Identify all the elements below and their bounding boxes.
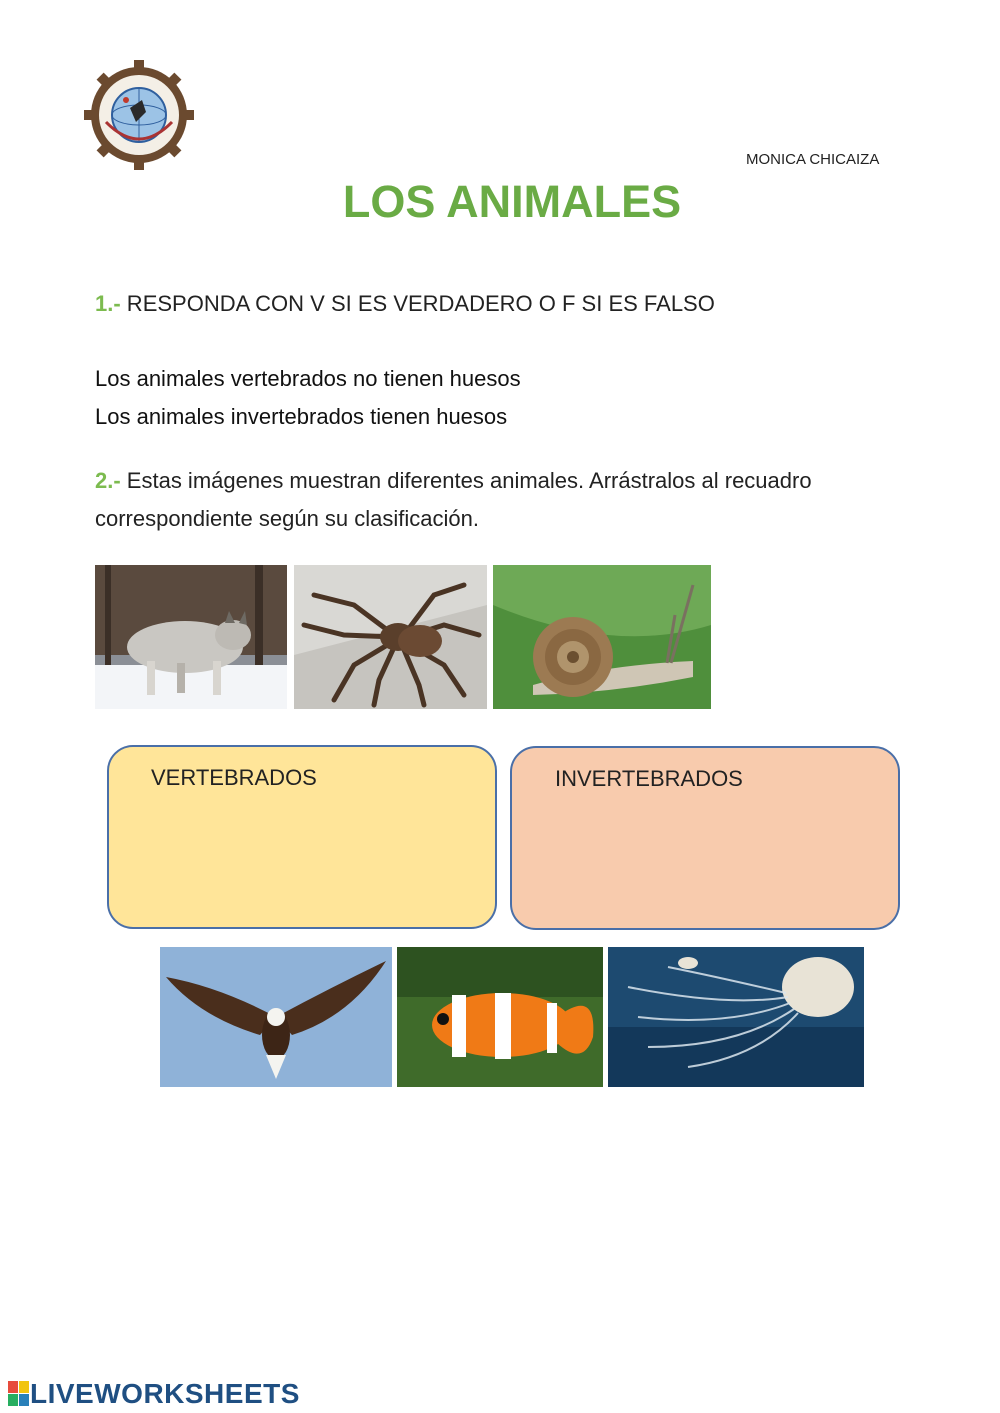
question-1 xyxy=(95,285,715,323)
vertebrados-label: VERTEBRADOS xyxy=(151,765,317,790)
wolf-image[interactable] xyxy=(95,565,287,709)
clownfish-image[interactable] xyxy=(397,947,603,1087)
question-1-text: RESPONDA CON V SI ES VERDADERO O F SI ES FALSO xyxy=(120,291,715,316)
snail-image[interactable] xyxy=(493,565,711,709)
footer-brand xyxy=(8,1378,300,1410)
question-1-number: 1.- xyxy=(95,291,121,316)
invertebrados-dropzone[interactable] xyxy=(510,746,900,930)
eagle-image[interactable] xyxy=(160,947,392,1087)
author-name: MONICA CHICAIZA xyxy=(746,151,880,168)
invertebrados-label: INVERTEBRADOS xyxy=(555,766,743,791)
footer-brand-text: LIVEWORKSHEETS xyxy=(30,1378,300,1409)
vertebrados-dropzone[interactable] xyxy=(107,745,497,929)
statement-1: Los animales vertebrados no tienen huesos xyxy=(95,366,521,391)
question-2 xyxy=(95,462,915,538)
statement-2: Los animales invertebrados tienen huesos xyxy=(95,404,508,429)
question-2-text: Estas imágenes muestran diferentes animales. Arrástralos al recuadro correspondiente según su clasificación. xyxy=(95,468,812,531)
page-title: LOS ANIMALES xyxy=(342,176,682,227)
spider-image[interactable] xyxy=(294,565,487,709)
jellyfish-image[interactable] xyxy=(608,947,864,1087)
liveworksheets-logo-icon xyxy=(8,1381,30,1407)
question-2-number: 2.- xyxy=(95,468,121,493)
institute-logo xyxy=(84,60,194,170)
